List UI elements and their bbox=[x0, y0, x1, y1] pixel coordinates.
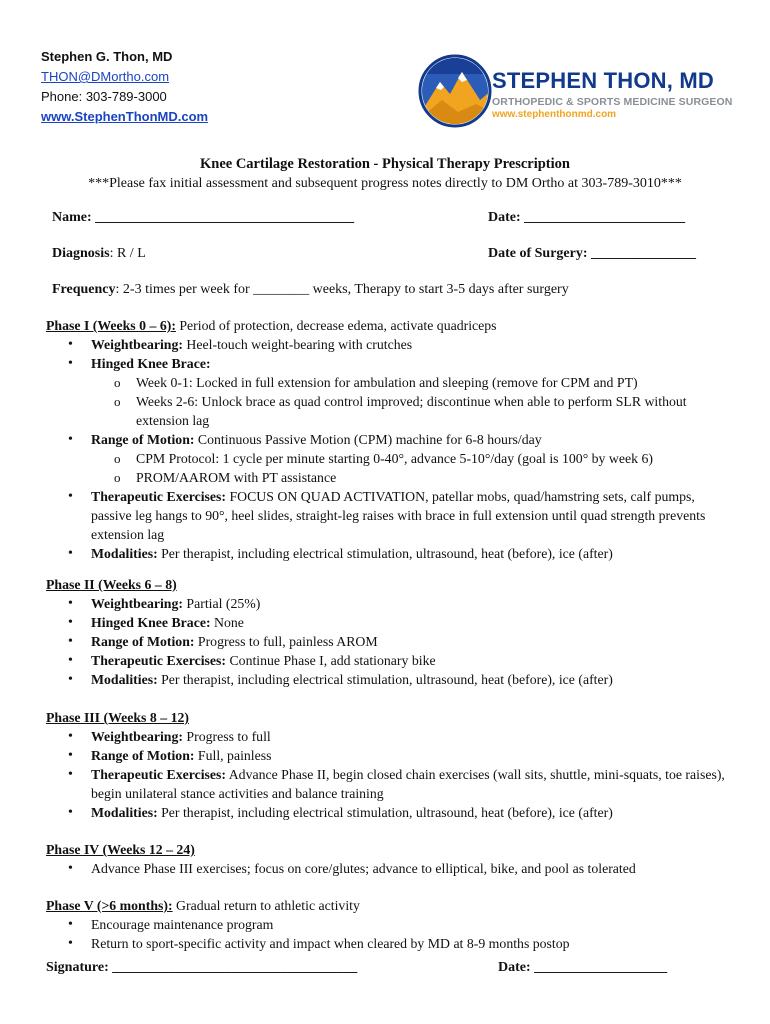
phase-1-title: Phase I (Weeks 0 – 6): bbox=[46, 318, 176, 333]
list-item: • Range of Motion: Progress to full, painless AROM bbox=[46, 632, 736, 651]
list-item: • Weightbearing: Progress to full bbox=[46, 727, 736, 746]
sub-list-item: o Weeks 2-6: Unlock brace as quad control improved; discontinue when able to perform SLR without extension lag bbox=[91, 392, 736, 430]
phase-4-title: Phase IV (Weeks 12 – 24) bbox=[46, 842, 195, 857]
phase-5-section bbox=[46, 896, 736, 953]
list-item: • Therapeutic Exercises: Continue Phase I, add stationary bike bbox=[46, 651, 736, 670]
diagnosis-value: : R / L bbox=[109, 246, 146, 261]
list-item: • Modalities: Per therapist, including electrical stimulation, ultrasound, heat (before), ice (after) bbox=[46, 544, 736, 563]
name-blank[interactable]: _____________________________________ bbox=[95, 210, 355, 225]
phase-4-section bbox=[46, 840, 736, 878]
date-label: Date: bbox=[488, 210, 521, 225]
list-item: • Encourage maintenance program bbox=[46, 915, 736, 934]
phase-5-title: Phase V (>6 months): bbox=[46, 898, 173, 913]
phase-3-title: Phase III (Weeks 8 – 12) bbox=[46, 710, 189, 725]
phase-3-section bbox=[46, 708, 736, 822]
list-item: • Modalities: Per therapist, including electrical stimulation, ultrasound, heat (before), ice (after) bbox=[46, 670, 736, 689]
email-link[interactable]: THON@DMortho.com bbox=[41, 69, 170, 84]
list-item: • Range of Motion: Continuous Passive Motion (CPM) machine for 6-8 hours/day o CPM Protocol: 1 cycle per minute starting 0-40°, advance 5-10°/day (goal is 100° by week 6) o PROM/AAROM with PT assistance bbox=[46, 430, 736, 487]
frequency-value: : 2-3 times per week for ________ weeks, Therapy to start 3-5 days after surgery bbox=[115, 282, 569, 297]
diagnosis-label: Diagnosis bbox=[52, 246, 110, 261]
list-item: • Weightbearing: Heel-touch weight-bearing with crutches bbox=[46, 335, 736, 354]
date-field[interactable] bbox=[488, 210, 685, 226]
sub-list-item: o Week 0-1: Locked in full extension for ambulation and sleeping (remove for CPM and PT) bbox=[91, 373, 736, 392]
signature-label: Signature: bbox=[46, 960, 109, 975]
sub-list-item: o PROM/AAROM with PT assistance bbox=[91, 468, 736, 487]
signature-blank[interactable]: ___________________________________ bbox=[108, 960, 358, 975]
logo-website: www.stephenthonmd.com bbox=[492, 109, 617, 120]
surgery-date-blank[interactable]: _______________ bbox=[587, 246, 697, 261]
date-blank[interactable]: _______________________ bbox=[524, 210, 686, 225]
list-item: • Hinged Knee Brace: o Week 0-1: Locked in full extension for ambulation and sleeping (remove for CPM and PT) o Weeks 2-6: Unlock brace as quad control improved; discontinue when able to perform SLR without extension lag bbox=[46, 354, 736, 430]
list-item: • Advance Phase III exercises; focus on core/glutes; advance to elliptical, bike, and pool as tolerated bbox=[46, 859, 736, 878]
website-link[interactable]: www.StephenThonMD.com bbox=[41, 109, 209, 124]
surgery-date-field[interactable] bbox=[488, 246, 696, 262]
phase-2-title: Phase II (Weeks 6 – 8) bbox=[46, 577, 177, 592]
list-item: • Range of Motion: Full, painless bbox=[46, 746, 736, 765]
fax-note: ***Please fax initial assessment and subsequent progress notes directly to DM Ortho at 303-789-3010*** bbox=[88, 176, 682, 191]
phone-number: Phone: 303-789-3000 bbox=[41, 89, 167, 104]
frequency-field bbox=[52, 282, 569, 298]
practice-logo bbox=[418, 54, 733, 128]
document-title: Knee Cartilage Restoration - Physical Therapy Prescription bbox=[200, 156, 570, 172]
frequency-label: Frequency bbox=[52, 282, 116, 297]
list-item: • Hinged Knee Brace: None bbox=[46, 613, 736, 632]
footer-date-blank[interactable]: ___________________ bbox=[530, 960, 668, 975]
signature-field[interactable] bbox=[46, 960, 357, 976]
name-field[interactable] bbox=[52, 210, 354, 226]
list-item: • Therapeutic Exercises: Advance Phase II, begin closed chain exercises (wall sits, shuttle, mini-squats, toe raises), begin unilateral stance activities and balance training bbox=[46, 765, 736, 803]
phase-1-desc: Period of protection, decrease edema, activate quadriceps bbox=[175, 318, 497, 333]
list-item: • Weightbearing: Partial (25%) bbox=[46, 594, 736, 613]
logo-subtitle: ORTHOPEDIC & SPORTS MEDICINE SURGEON bbox=[492, 96, 733, 108]
doctor-name: Stephen G. Thon, MD bbox=[41, 49, 173, 64]
logo-name: STEPHEN THON, MD bbox=[492, 68, 714, 93]
phase-5-desc: Gradual return to athletic activity bbox=[172, 898, 360, 913]
footer-date-label: Date: bbox=[498, 960, 531, 975]
list-item: • Modalities: Per therapist, including electrical stimulation, ultrasound, heat (before), ice (after) bbox=[46, 803, 736, 822]
phase-2-section bbox=[46, 575, 736, 689]
mountain-logo-icon bbox=[418, 54, 492, 128]
name-label: Name: bbox=[52, 210, 92, 225]
diagnosis-field bbox=[52, 246, 146, 262]
list-item: • Therapeutic Exercises: FOCUS ON QUAD ACTIVATION, patellar mobs, quad/hamstring sets, calf pumps, passive leg hangs to 90°, heel slides, straight-leg raises with brace in full extension until quad strength prevents extension lag bbox=[46, 487, 736, 544]
surgery-date-label: Date of Surgery: bbox=[488, 246, 588, 261]
footer-date-field[interactable] bbox=[498, 960, 667, 976]
contact-block bbox=[41, 47, 208, 127]
list-item: • Return to sport-specific activity and impact when cleared by MD at 8-9 months postop bbox=[46, 934, 736, 953]
sub-list-item: o CPM Protocol: 1 cycle per minute starting 0-40°, advance 5-10°/day (goal is 100° by week 6) bbox=[91, 449, 736, 468]
phase-1-section bbox=[46, 316, 736, 563]
